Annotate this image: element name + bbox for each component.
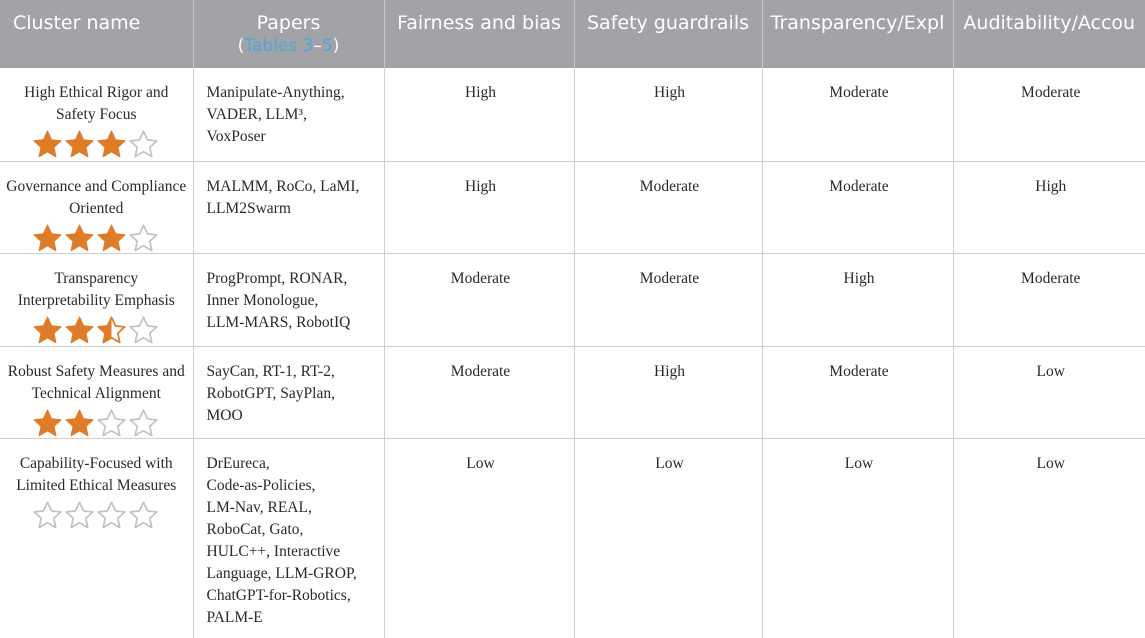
paper-list-line: VADER, LLM³, [206, 106, 307, 123]
paper-list-line: LLM2Swarm [206, 199, 291, 217]
cluster-name-cell [0, 68, 193, 161]
star-full-icon [96, 223, 127, 253]
table-row [0, 438, 1145, 638]
star-empty-icon [128, 315, 159, 345]
header-auditability: Auditability/Accou [953, 0, 1145, 68]
star-full-icon [32, 408, 63, 438]
table-row [0, 161, 1145, 253]
paper-list-line: Manipulate-Anything, [206, 84, 345, 101]
star-half-icon [96, 315, 127, 345]
papers-cell [193, 253, 384, 346]
header-papers [193, 0, 384, 68]
papers-cell [193, 161, 384, 253]
cluster-name-cell [0, 438, 193, 638]
transparency-level: Moderate [762, 68, 953, 161]
star-empty-icon [128, 408, 159, 438]
header-papers-label: Papers [256, 12, 321, 34]
star-rating [4, 500, 187, 530]
star-empty-icon [128, 500, 159, 530]
cluster-name: Governance and Compliance Oriented [6, 177, 187, 217]
paper-list-line: MALMM, RoCo, LaMI, [206, 177, 360, 195]
auditability-level: Low [953, 346, 1145, 438]
star-rating [4, 315, 187, 345]
header-fairness: Fairness and bias [384, 0, 574, 68]
papers-cell [193, 438, 384, 638]
safety-level: Moderate [574, 253, 762, 346]
star-empty-icon [128, 223, 159, 253]
cluster-name-cell [0, 346, 193, 438]
cluster-name: Transparency Interpretability Emphasis [17, 269, 175, 309]
star-full-icon [32, 315, 63, 345]
star-empty-icon [128, 129, 159, 159]
auditability-level: Low [1036, 454, 1065, 472]
tables-link-start[interactable]: Tables 3 [244, 36, 314, 56]
cluster-name-cell [0, 161, 193, 253]
star-full-icon [64, 315, 95, 345]
transparency-level: High [762, 253, 953, 346]
safety-level: Moderate [574, 161, 762, 253]
transparency-level: Moderate [762, 161, 953, 253]
star-empty-icon [32, 500, 63, 530]
transparency-level: Moderate [762, 346, 953, 438]
star-rating [4, 129, 187, 159]
table-row [0, 253, 1145, 346]
table-row [0, 346, 1145, 438]
papers-cell [193, 346, 384, 438]
paper-list-line: VoxPoser [206, 128, 266, 145]
star-full-icon [64, 129, 95, 159]
star-empty-icon [96, 500, 127, 530]
paper-list-line: PALM-E [206, 608, 263, 626]
auditability-level: Moderate [953, 253, 1145, 346]
star-rating [4, 408, 187, 438]
star-empty-icon [96, 408, 127, 438]
cluster-name: Robust Safety Measures and Technical Alignment [7, 362, 185, 402]
header-cluster-name: Cluster name [0, 0, 193, 68]
tables-link-end[interactable]: 5 [321, 36, 333, 56]
papers-cell [193, 68, 384, 161]
paper-list-line: SayCan, RT-1, RT-2, [206, 362, 335, 380]
paren-open: ( [237, 36, 245, 56]
star-full-icon [64, 408, 95, 438]
range-dash: – [313, 36, 322, 56]
paper-list-line: Language, LLM-GROP, [206, 564, 357, 582]
fairness-level: High [384, 68, 574, 161]
paren-close: ) [332, 36, 340, 56]
paper-list-line: ProgPrompt, RONAR, [206, 269, 348, 287]
paper-list-line: RoboCat, Gato, [206, 520, 304, 538]
paper-list-line: Inner Monologue, [206, 291, 319, 309]
header-safety: Safety guardrails [574, 0, 762, 68]
paper-list-line: MOO [206, 406, 243, 424]
header-row [0, 0, 1145, 68]
star-full-icon [64, 223, 95, 253]
paper-list-line: HULC++, Interactive [206, 542, 341, 560]
paper-list-line: DrEureca, [206, 454, 270, 472]
fairness-level: Moderate [384, 346, 574, 438]
cluster-name: High Ethical Rigor and Safety Focus [24, 84, 169, 123]
star-full-icon [96, 129, 127, 159]
star-rating [4, 223, 187, 253]
auditability-level: Moderate [953, 68, 1145, 161]
fairness-level: Moderate [384, 253, 574, 346]
fairness-level: Low [384, 438, 574, 638]
paper-list-line: Code-as-Policies, [206, 476, 316, 494]
star-full-icon [32, 223, 63, 253]
table-row [0, 68, 1145, 161]
safety-level: High [574, 68, 762, 161]
cluster-name-cell [0, 253, 193, 346]
safety-level: Low [574, 438, 762, 638]
paper-list-line: LM-Nav, REAL, [206, 498, 312, 516]
paper-list-line: ChatGPT-for-Robotics, [206, 586, 351, 604]
transparency-level: Low [762, 438, 953, 638]
safety-level: High [574, 346, 762, 438]
star-empty-icon [64, 500, 95, 530]
auditability-level: High [953, 161, 1145, 253]
star-full-icon [32, 129, 63, 159]
paper-list-line: LLM-MARS, RobotIQ [206, 313, 351, 331]
header-papers-tables-ref [200, 35, 378, 57]
header-transparency: Transparency/Expl [762, 0, 953, 68]
paper-list-line: RobotGPT, SayPlan, [206, 384, 335, 402]
cluster-name: Capability-Focused with Limited Ethical Measures [16, 454, 177, 494]
fairness-level: High [384, 161, 574, 253]
